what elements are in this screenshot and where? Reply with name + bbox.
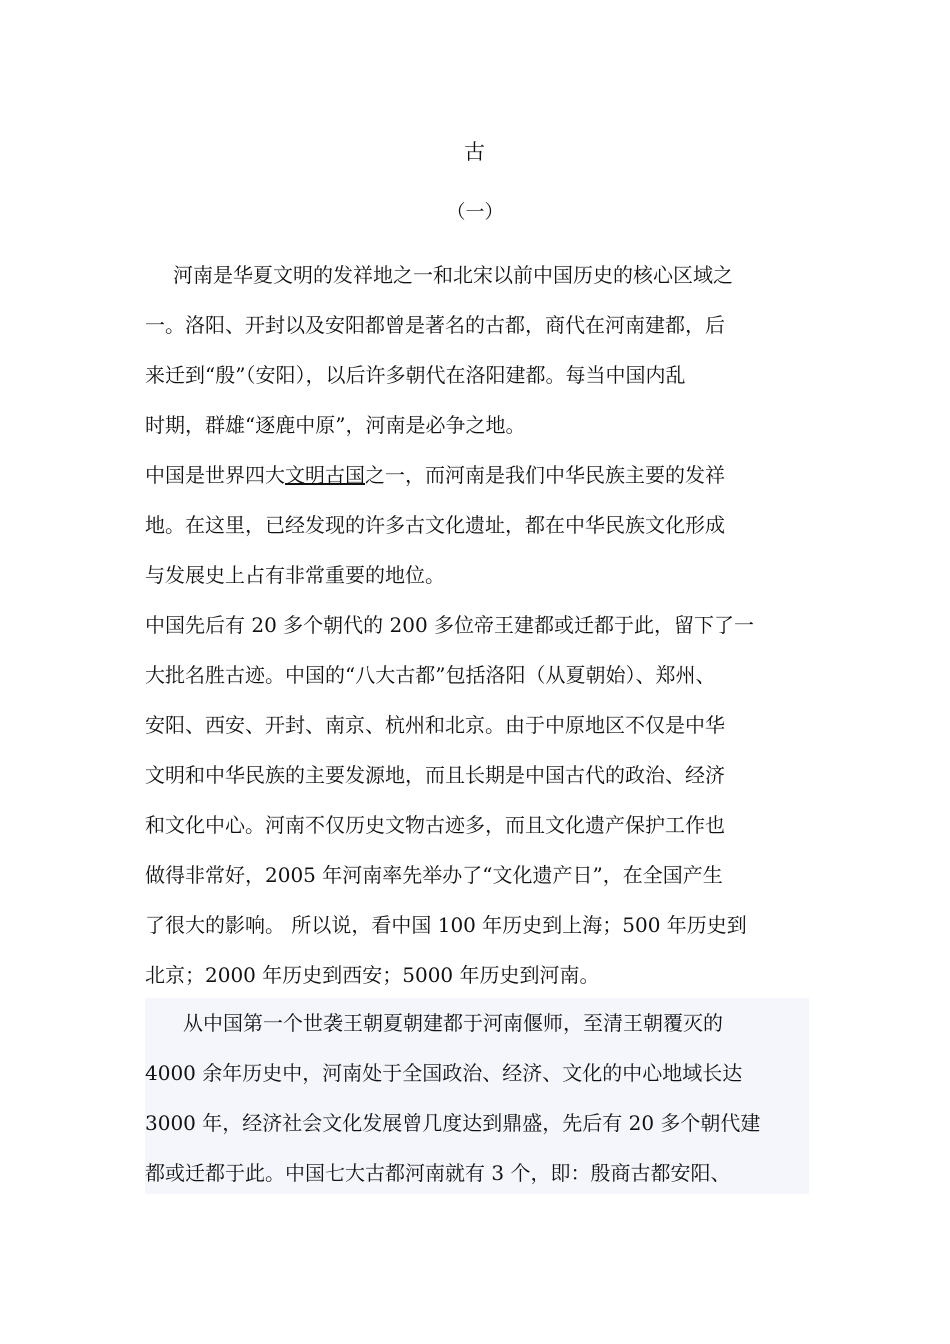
paragraph-line: 地。在这里，已经发现的许多古文化遗址，都在中华民族文化形成 [145, 513, 725, 537]
section-number: （一） [446, 201, 504, 223]
paragraph-line: 从中国第一个世袭王朝夏朝建都于河南偃师，至清王朝覆灭的 [183, 1011, 723, 1035]
paragraph-line: 做得非常好，2005 年河南率先举办了“文化遗产日”，在全国产生 [145, 863, 723, 887]
paragraph-line: 北京；2000 年历史到西安；5000 年历史到河南。 [145, 963, 600, 987]
paragraph-1 [145, 250, 809, 450]
paragraph-line: 时期，群雄“逐鹿中原”，河南是必争之地。 [145, 413, 526, 437]
paragraph-line: 了很大的影响。 所以说，看中国 100 年历史到上海；500 年历史到 [145, 913, 747, 937]
wenming-guguo-link[interactable]: 文明古国 [285, 463, 365, 487]
paragraph-2 [145, 450, 809, 600]
paragraph-line: 来迁到“殷”（安阳），以后许多朝代在洛阳建都。每当中国内乱 [145, 363, 686, 387]
paragraph-line: 一。洛阳、开封以及安阳都曾是著名的古都，商代在河南建都，后 [145, 313, 725, 337]
paragraph-line: 河南是华夏文明的发祥地之一和北宋以前中国历史的核心区域之 [173, 263, 733, 287]
paragraph-line: 与发展史上占有非常重要的地位。 [145, 563, 445, 587]
paragraph-line: 中国先后有 20 多个朝代的 200 多位帝王建都或迁都于此，留下了一 [145, 613, 755, 637]
paragraph-line: 4000 余年历史中，河南处于全国政治、经济、文化的中心地域长达 [145, 1061, 743, 1085]
paragraph-line: 都或迁都于此。中国七大古都河南就有 3 个，即：殷商古都安阳、 [145, 1161, 731, 1185]
paragraph-line: 和文化中心。河南不仅历史文物古迹多，而且文化遗产保护工作也 [145, 813, 725, 837]
text-run: 之一，而河南是我们中华民族主要的发祥 [365, 463, 725, 487]
paragraph-line: 大批名胜古迹。中国的“八大古都”包括洛阳（从夏朝始）、郑州、 [145, 663, 716, 687]
paragraph-line [145, 450, 809, 500]
paragraph-line: 安阳、西安、开封、南京、杭州和北京。由于中原地区不仅是中华 [145, 713, 725, 737]
paragraph-line: 3000 年，经济社会文化发展曾几度达到鼎盛，先后有 20 多个朝代建 [145, 1111, 761, 1135]
paragraph-3 [145, 600, 809, 1000]
paragraph-line: 文明和中华民族的主要发源地，而且长期是中国古代的政治、经济 [145, 763, 725, 787]
paragraph-4 [145, 998, 809, 1194]
document-title: 古 [464, 140, 486, 164]
text-run: 中国是世界四大 [145, 463, 285, 487]
